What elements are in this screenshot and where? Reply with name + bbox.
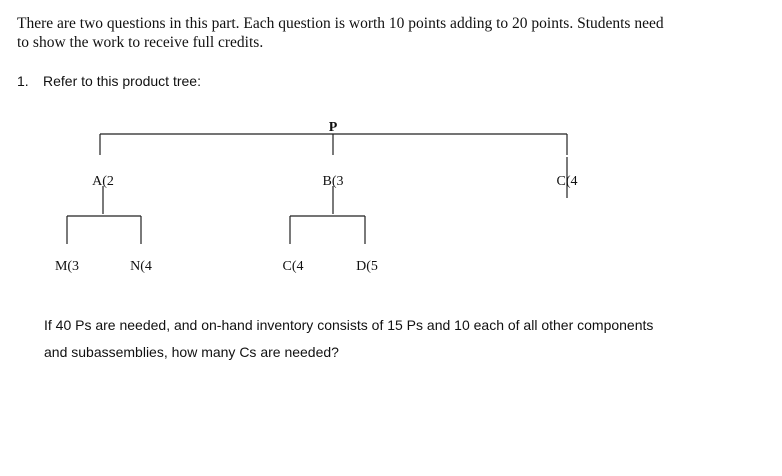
node-m: M(3 xyxy=(54,259,80,274)
node-c-sub: C(4 xyxy=(282,259,304,274)
node-n: N(4 xyxy=(130,259,152,274)
question-prompt: Refer to this product tree: xyxy=(43,73,201,89)
question-text-line-2: and subassemblies, how many Cs are needed? xyxy=(44,344,339,360)
node-c: C(4 xyxy=(556,174,578,189)
question-text-line-1: If 40 Ps are needed, and on-hand inventory consists of 15 Ps and 10 each of all other components xyxy=(44,317,654,333)
node-a: A(2 xyxy=(92,174,114,189)
question-number: 1. xyxy=(17,73,29,89)
tree-connectors xyxy=(67,134,567,244)
instructions-line-2: to show the work to receive full credits. xyxy=(17,34,264,51)
instructions-line-1: There are two questions in this part. Each question is worth 10 points adding to 20 points. Students need xyxy=(17,15,664,32)
question-1-text xyxy=(44,312,744,366)
node-b: B(3 xyxy=(322,174,344,189)
node-d: D(5 xyxy=(356,259,378,274)
node-p: P xyxy=(328,120,338,135)
